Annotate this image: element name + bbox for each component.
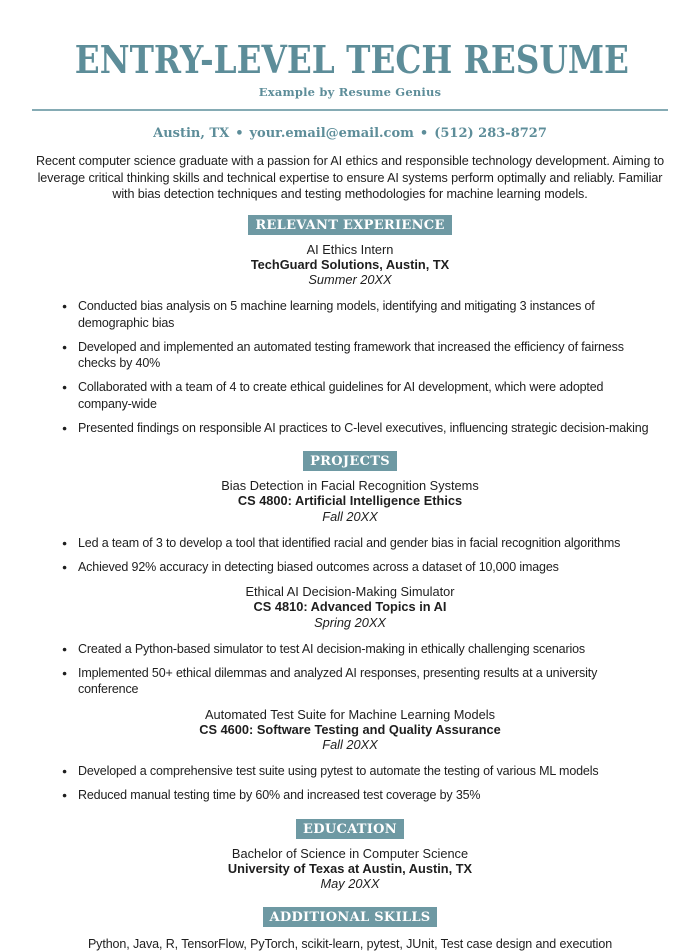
bullet-text: Presented findings on responsible AI practices to C-level executives, influencing strategic decision-making bbox=[78, 420, 649, 435]
bullet-text: Developed a comprehensive test suite using pytest to automate the testing of various ML models bbox=[78, 764, 599, 779]
section-heading-row bbox=[30, 907, 670, 927]
section-heading: EDUCATION bbox=[296, 819, 404, 839]
bullet-dot-icon: ● bbox=[62, 382, 67, 393]
entry-header bbox=[30, 584, 670, 630]
entry-title: Automated Test Suite for Machine Learning Models bbox=[205, 706, 495, 722]
entry-header bbox=[30, 242, 670, 288]
resume-subtitle: Example by Resume Genius bbox=[258, 85, 442, 99]
section-heading: RELEVANT EXPERIENCE bbox=[248, 215, 451, 235]
entry-organization: CS 4800: Artificial Intelligence Ethics bbox=[237, 493, 463, 509]
bullet-text: Led a team of 3 to develop a tool that identified racial and gender bias in facial recognition algorithms bbox=[78, 535, 621, 550]
section-heading-row bbox=[30, 451, 670, 471]
section-heading: ADDITIONAL SKILLS bbox=[263, 907, 438, 927]
section-heading-row bbox=[30, 215, 670, 235]
bullet-dot-icon: ● bbox=[62, 561, 67, 572]
summary-paragraph: Recent computer science graduate with a passion for AI ethics and responsible technology development. Aiming to leverage critical thinking skills and technical expertise to ensure AI systems perform optimally and reliably. Familiar with bias detection techniques and testing methodologies for machine learning models. bbox=[35, 154, 665, 201]
section-education bbox=[30, 819, 670, 892]
contact-email: your.email@email.com bbox=[249, 126, 414, 141]
bullet-list bbox=[30, 763, 670, 804]
entry-header bbox=[30, 846, 670, 892]
entry-organization: TechGuard Solutions, Austin, TX bbox=[250, 256, 450, 272]
entry-header bbox=[30, 707, 670, 753]
contact-separator: • bbox=[419, 126, 429, 141]
bullet-text: Achieved 92% accuracy in detecting biased outcomes across a dataset of 10,000 images bbox=[78, 559, 559, 574]
bullet-item bbox=[62, 641, 658, 658]
bullet-text: Conducted bias analysis on 5 machine learning models, identifying and mitigating 3 instances of demographic bias bbox=[78, 299, 595, 330]
entry-organization: CS 4600: Software Testing and Quality Assurance bbox=[199, 722, 501, 738]
bullet-item bbox=[62, 665, 658, 698]
section-additional-skills bbox=[30, 907, 670, 952]
entry-organization: University of Texas at Austin, Austin, TX bbox=[227, 861, 473, 877]
bullet-text: Reduced manual testing time by 60% and increased test coverage by 35% bbox=[78, 788, 481, 803]
bullet-list bbox=[30, 298, 670, 436]
entry-title: Ethical AI Decision-Making Simulator bbox=[245, 584, 455, 600]
section-relevant-experience bbox=[30, 215, 670, 437]
entry-block bbox=[30, 707, 670, 804]
bullet-dot-icon: ● bbox=[62, 537, 67, 548]
bullet-list bbox=[30, 641, 670, 698]
bullet-text: Collaborated with a team of 4 to create ethical guidelines for AI development, which were adopted company-wide bbox=[78, 380, 604, 411]
entry-block bbox=[30, 584, 670, 698]
entry-header bbox=[30, 478, 670, 524]
bullet-dot-icon: ● bbox=[62, 790, 67, 801]
bullet-list bbox=[30, 535, 670, 576]
bullet-item bbox=[62, 339, 658, 372]
bullet-dot-icon: ● bbox=[62, 766, 67, 777]
bullet-text: Created a Python-based simulator to test AI decision-making in ethically challenging scenarios bbox=[78, 641, 586, 656]
sections-root bbox=[30, 215, 670, 952]
resume-title: ENTRY-LEVEL TECH RESUME bbox=[74, 37, 629, 82]
entry-block bbox=[30, 846, 670, 892]
entry-date: Fall 20XX bbox=[322, 508, 378, 524]
entry-date: May 20XX bbox=[320, 876, 380, 892]
bullet-item bbox=[62, 379, 658, 412]
entry-block bbox=[30, 242, 670, 437]
bullet-item bbox=[62, 420, 658, 437]
section-heading-row bbox=[30, 819, 670, 839]
bullet-dot-icon: ● bbox=[62, 643, 67, 654]
bullet-dot-icon: ● bbox=[62, 667, 67, 678]
entry-title: Bachelor of Science in Computer Science bbox=[231, 845, 469, 861]
section-heading: PROJECTS bbox=[303, 451, 397, 471]
entry-date: Fall 20XX bbox=[322, 737, 378, 753]
bullet-item bbox=[62, 535, 658, 552]
entry-organization: CS 4810: Advanced Topics in AI bbox=[253, 599, 447, 615]
bullet-item bbox=[62, 787, 658, 804]
header-divider bbox=[32, 109, 668, 111]
entry-block bbox=[30, 478, 670, 575]
bullet-dot-icon: ● bbox=[62, 422, 67, 433]
section-projects bbox=[30, 451, 670, 804]
entry-title: Bias Detection in Facial Recognition Systems bbox=[221, 478, 479, 494]
contact-location: Austin, TX bbox=[153, 126, 230, 141]
bullet-item bbox=[62, 559, 658, 576]
bullet-item bbox=[62, 298, 658, 331]
entry-date: Spring 20XX bbox=[314, 614, 386, 630]
skills-list: Python, Java, R, TensorFlow, PyTorch, scikit-learn, pytest, JUnit, Test case design and execution bbox=[87, 936, 613, 951]
bullet-text: Developed and implemented an automated testing framework that increased the efficiency of fairness checks by 40% bbox=[78, 339, 624, 371]
entry-date: Summer 20XX bbox=[308, 271, 392, 287]
contact-phone: (512) 283-8727 bbox=[434, 126, 547, 141]
bullet-dot-icon: ● bbox=[62, 301, 67, 312]
entry-title: AI Ethics Intern bbox=[306, 241, 394, 257]
bullet-item bbox=[62, 763, 658, 780]
contact-separator: • bbox=[235, 126, 244, 141]
bullet-dot-icon: ● bbox=[62, 341, 67, 352]
contact-line bbox=[30, 126, 670, 141]
bullet-text: Implemented 50+ ethical dilemmas and analyzed AI responses, presenting results at a university conference bbox=[78, 665, 598, 697]
